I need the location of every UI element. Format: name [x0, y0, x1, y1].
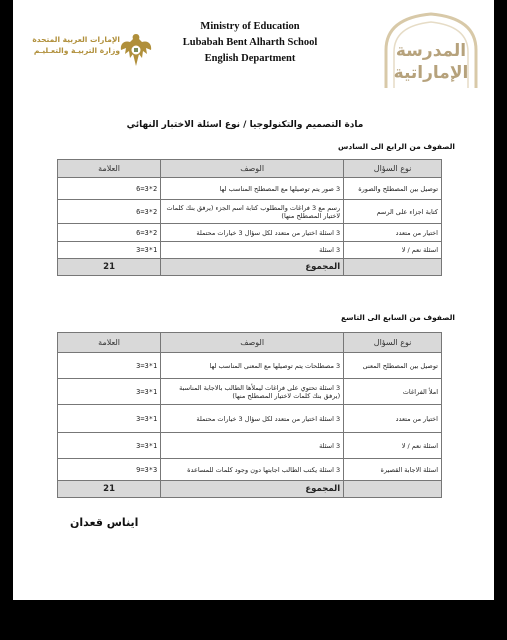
mark-cell: 1*3=3	[58, 405, 161, 433]
question-type-cell: توصيل بين المصطلح والصورة	[344, 178, 442, 200]
question-type-cell: اسئلة نعم / لا	[344, 433, 442, 459]
mark-cell: 2*3=6	[58, 224, 161, 242]
mark-cell: 3*3=9	[58, 459, 161, 481]
total-label: المجموع	[161, 481, 344, 498]
description-cell: 3 اسئلة اختيار من متعدد لكل سؤال 3 خيارات محتملة	[161, 224, 344, 242]
question-type-cell: اسئلة نعم / لا	[344, 242, 442, 259]
col-type-header: نوع السؤال	[344, 333, 442, 353]
logo-word-1: المدرسة	[395, 41, 467, 61]
document-title: مادة التصميم والتكنولوجيا / نوع اسئلة الاختبار النهائي	[126, 120, 364, 130]
table-row	[58, 224, 442, 242]
table-row	[58, 178, 442, 200]
col-desc-header: الوصف	[161, 160, 344, 178]
description-cell: 3 مصطلحات يتم توصيلها مع المعنى المناسب لها	[161, 353, 344, 379]
col-type-header: نوع السؤال	[344, 160, 442, 178]
table-row	[58, 242, 442, 259]
total-value: 21	[58, 259, 161, 276]
table-row	[58, 433, 442, 459]
department-line: English Department	[204, 53, 296, 64]
col-mark-header: العلامة	[58, 333, 161, 353]
col-desc-header: الوصف	[161, 333, 344, 353]
arch-logo-icon	[380, 10, 482, 92]
ministry-line: Ministry of Education	[200, 21, 300, 32]
total-row	[58, 481, 442, 498]
section1-heading: الصفوف من الرابع الى السادس	[338, 142, 455, 151]
mark-cell: 1*3=3	[58, 379, 161, 405]
question-type-cell: اختيار من متعدد	[344, 405, 442, 433]
section1-table	[57, 159, 442, 276]
description-cell: 3 اسئلة اختيار من متعدد لكل سؤال 3 خيارات محتملة	[161, 405, 344, 433]
question-type-cell: توصيل بين المصطلح المعنى	[344, 353, 442, 379]
logo-word-2: الإماراتية	[393, 63, 469, 83]
table-row	[58, 353, 442, 379]
description-cell: 3 اسئلة	[161, 433, 344, 459]
description-cell: 3 اسئلة يكتب الطالب اجابتها دون وجود كلمات للمساعدة	[161, 459, 344, 481]
table-row	[58, 200, 442, 224]
school-english-header	[170, 19, 330, 67]
table-row	[58, 405, 442, 433]
question-type-cell: كتابة اجزاء على الرسم	[344, 200, 442, 224]
description-cell: رسم مع 3 فراغات والمطلوب كتابة اسم الجزء (يرفق بنك كلمات لاختيار المصطلح منها)	[161, 200, 344, 224]
ministry-name-line: وزارة التربيـة والتعـليـم	[33, 46, 120, 55]
question-type-cell: اسئلة الاجابة القصيرة	[344, 459, 442, 481]
mark-cell: 1*3=3	[58, 242, 161, 259]
uae-emblem-icon	[118, 30, 154, 70]
description-cell: 3 صور يتم توصيلها مع المصطلح المناسب لها	[161, 178, 344, 200]
description-cell: 3 اسئلة تحتوي على فراغات ليملأها الطالب بالاجابة المناسبة (يرفق بنك كلمات لاختيار المصطلح منها)	[161, 379, 344, 405]
col-mark-header: العلامة	[58, 160, 161, 178]
total-value: 21	[58, 481, 161, 498]
uae-ministry-arabic-title	[22, 34, 120, 56]
mark-cell: 1*3=3	[58, 353, 161, 379]
emirati-school-logo	[380, 10, 482, 92]
description-cell: 3 اسئلة	[161, 242, 344, 259]
school-name-line: Lubabah Bent Alharth School	[182, 37, 318, 48]
table-row	[58, 459, 442, 481]
section2-table	[57, 332, 442, 498]
mark-cell: 2*3=6	[58, 200, 161, 224]
mark-cell: 2*3=6	[58, 178, 161, 200]
section2-heading: الصفوف من السابع الى التاسع	[341, 313, 455, 322]
question-type-cell: اختيار من متعدد	[344, 224, 442, 242]
table-row	[58, 379, 442, 405]
total-row	[58, 259, 442, 276]
question-type-cell: املأ الفراغات	[344, 379, 442, 405]
total-label: المجموع	[161, 259, 344, 276]
mark-cell: 1*3=3	[58, 433, 161, 459]
teacher-signature: ايناس قعدان	[70, 516, 139, 529]
uae-name-line: الإمارات العربية المتحدة	[32, 35, 120, 44]
